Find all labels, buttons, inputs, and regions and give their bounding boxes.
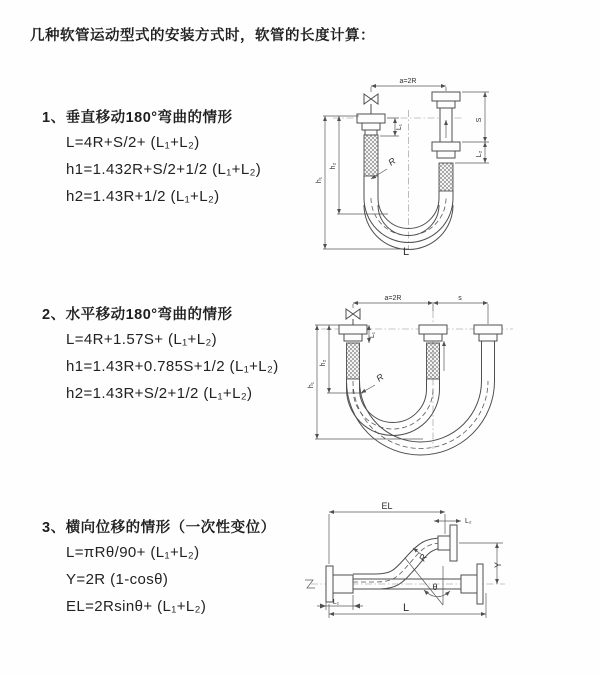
left-fitting-nut <box>362 123 380 130</box>
section2-formula-h1: h1=1.43R+0.785S+1/2 (L₁+L₂) <box>66 358 279 375</box>
hose-arc <box>360 389 427 423</box>
dim-label-l1: L₁ <box>369 331 376 339</box>
dim-label-l: L <box>403 602 410 614</box>
valve-icon <box>364 94 378 114</box>
left-hose-braid <box>347 343 360 379</box>
radius-label: R <box>417 552 429 563</box>
section3-heading: 3、横向位移的情形（一次性变位） <box>42 520 276 536</box>
upper-flange-hub <box>438 536 450 550</box>
page-title: 几种软管运动型式的安装方式时，软管的长度计算： <box>30 28 375 44</box>
section2-heading: 2、水平移动180°弯曲的情形 <box>42 307 233 323</box>
dim-label-a2r: a=2R <box>399 78 417 85</box>
dim-label-l2: L₂ <box>465 518 472 525</box>
section3-formula-l: L=πRθ/90+ (L₁+L₂) <box>66 544 200 561</box>
right-hose-braid <box>439 163 453 191</box>
section2-formula-h2: h2=1.43R+S/2+1/2 (L₁+L₂) <box>66 385 253 402</box>
middle-fitting-flange <box>419 325 447 334</box>
hose-centerline-arc <box>371 198 446 236</box>
left-flange-hub <box>333 575 353 593</box>
section1-formula-h1: h1=1.432R+S/2+1/2 (L₁+L₂) <box>66 161 262 178</box>
right-fitting-flange-lower <box>432 142 460 151</box>
dim-label-y: Y <box>493 561 503 569</box>
radius-label: R <box>374 371 386 384</box>
right-flange-plate <box>477 564 483 604</box>
diagram-horizontal-180-bend <box>303 281 593 461</box>
length-label: L <box>403 246 410 258</box>
valve-icon <box>346 309 360 325</box>
dim-label-l2: L₂ <box>476 150 483 158</box>
section1-formula-l: L=4R+S/2+ (L₁+L₂) <box>66 134 200 151</box>
dim-label-h1: h₁ <box>316 176 323 184</box>
upper-flange-plate <box>450 525 457 561</box>
dim-label-a2r: a=2R <box>384 295 402 302</box>
section1-heading: 1、垂直移动180°弯曲的情形 <box>42 110 233 126</box>
dim-label-h2: h₂ <box>320 359 327 367</box>
dim-label-s: S <box>476 117 483 123</box>
section2-formula-l: L=4R+1.57S+ (L₁+L₂) <box>66 331 218 348</box>
right-fitting-flange-upper <box>432 92 460 101</box>
section3-formula-y: Y=2R (1-cosθ) <box>66 571 169 588</box>
hose-arc-moved <box>347 381 495 455</box>
dim-label-s: s <box>458 295 462 302</box>
radius-label: R <box>386 155 398 168</box>
middle-hose-braid <box>427 343 440 379</box>
left-fitting-flange <box>357 114 385 123</box>
radius-leader <box>361 385 375 393</box>
left-hose-braid <box>364 135 378 176</box>
left-flange-plate <box>326 566 333 602</box>
left-fitting-flange <box>339 325 367 334</box>
angle-label: θ <box>432 582 438 592</box>
section3-formula-el: EL=2Rsinθ+ (L₁+L₂) <box>66 598 207 615</box>
dim-label-el: EL <box>381 501 393 511</box>
section1-formula-h2: h2=1.43R+1/2 (L₁+L₂) <box>66 188 220 205</box>
dim-label-l1: L₁ <box>332 599 340 606</box>
diagram-vertical-180-bend <box>313 66 583 258</box>
right-flange-hub <box>461 575 477 593</box>
diagram-lateral-displacement <box>293 498 598 638</box>
right-fitting-flange <box>474 325 502 334</box>
dim-label-h2: h₂ <box>330 162 337 170</box>
dim-label-l1: L₁ <box>396 123 403 131</box>
dim-label-h1: h₁ <box>308 381 315 389</box>
